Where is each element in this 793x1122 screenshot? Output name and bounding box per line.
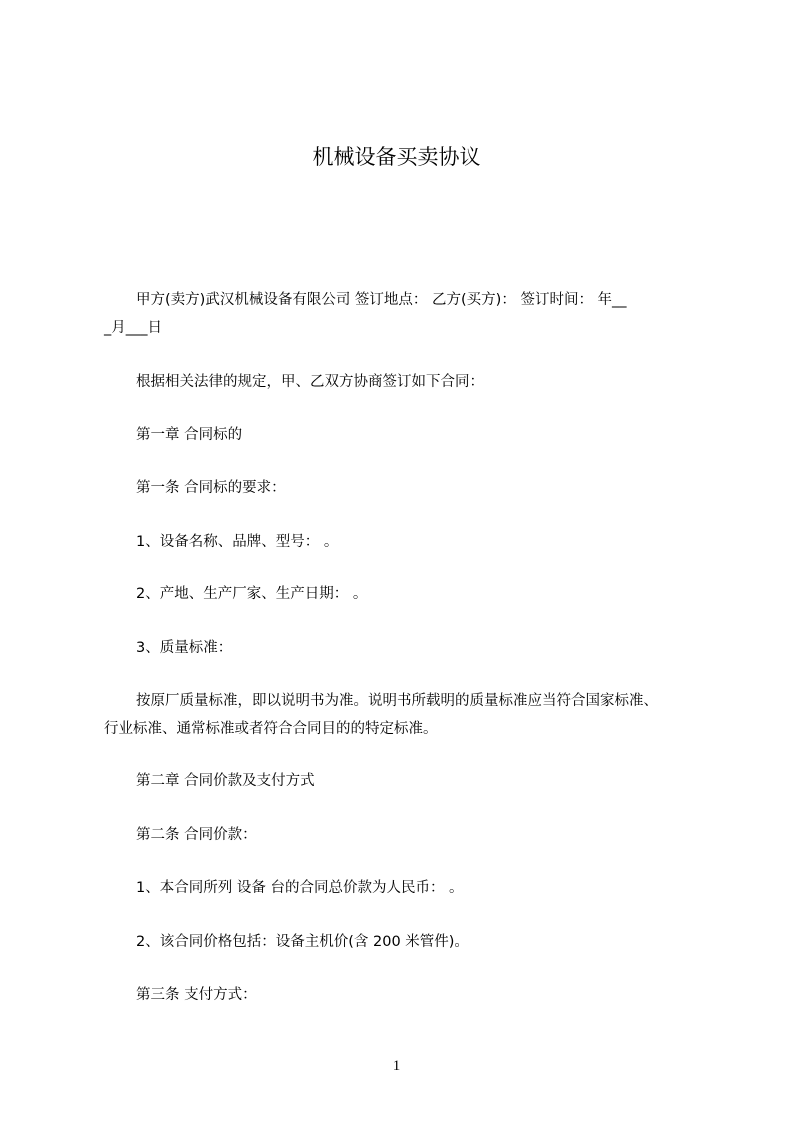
chapter-heading: 第一章 合同标的 bbox=[136, 427, 243, 443]
list-item: 1、设备名称、品牌、型号： 。 bbox=[136, 534, 339, 550]
list-item: 3、质量标准： bbox=[136, 640, 233, 656]
article-heading: 第一条 合同标的要求： bbox=[136, 480, 286, 496]
document-title: 机械设备买卖协议 bbox=[312, 145, 481, 169]
list-item: 1、本合同所列 设备 台的合同总价款为人民币： 。 bbox=[136, 880, 464, 896]
list-item: 2、产地、生产厂家、生产日期： 。 bbox=[136, 586, 368, 602]
article-heading: 第二条 合同价款： bbox=[136, 827, 257, 843]
intro-paragraph: 根据相关法律的规定，甲、乙双方协商签订如下合同： bbox=[136, 374, 484, 390]
page-number: 1 bbox=[392, 1058, 401, 1074]
parties-date-line: _月___日 bbox=[104, 320, 162, 336]
quality-paragraph-line-2: 行业标准、通常标准或者符合合同目的的特定标准。 bbox=[104, 721, 438, 737]
list-item: 2、该合同价格包括：设备主机价(含 200 米管件)。 bbox=[136, 934, 469, 950]
parties-line: 甲方(卖方)武汉机械设备有限公司 签订地点： 乙方(买方)： 签订时间： 年__ bbox=[136, 292, 627, 308]
article-heading: 第三条 支付方式： bbox=[136, 987, 257, 1003]
chapter-heading: 第二章 合同价款及支付方式 bbox=[136, 773, 315, 789]
quality-paragraph-line-1: 按原厂质量标准，即以说明书为准。说明书所载明的质量标准应当符合国家标准、 bbox=[136, 693, 658, 709]
